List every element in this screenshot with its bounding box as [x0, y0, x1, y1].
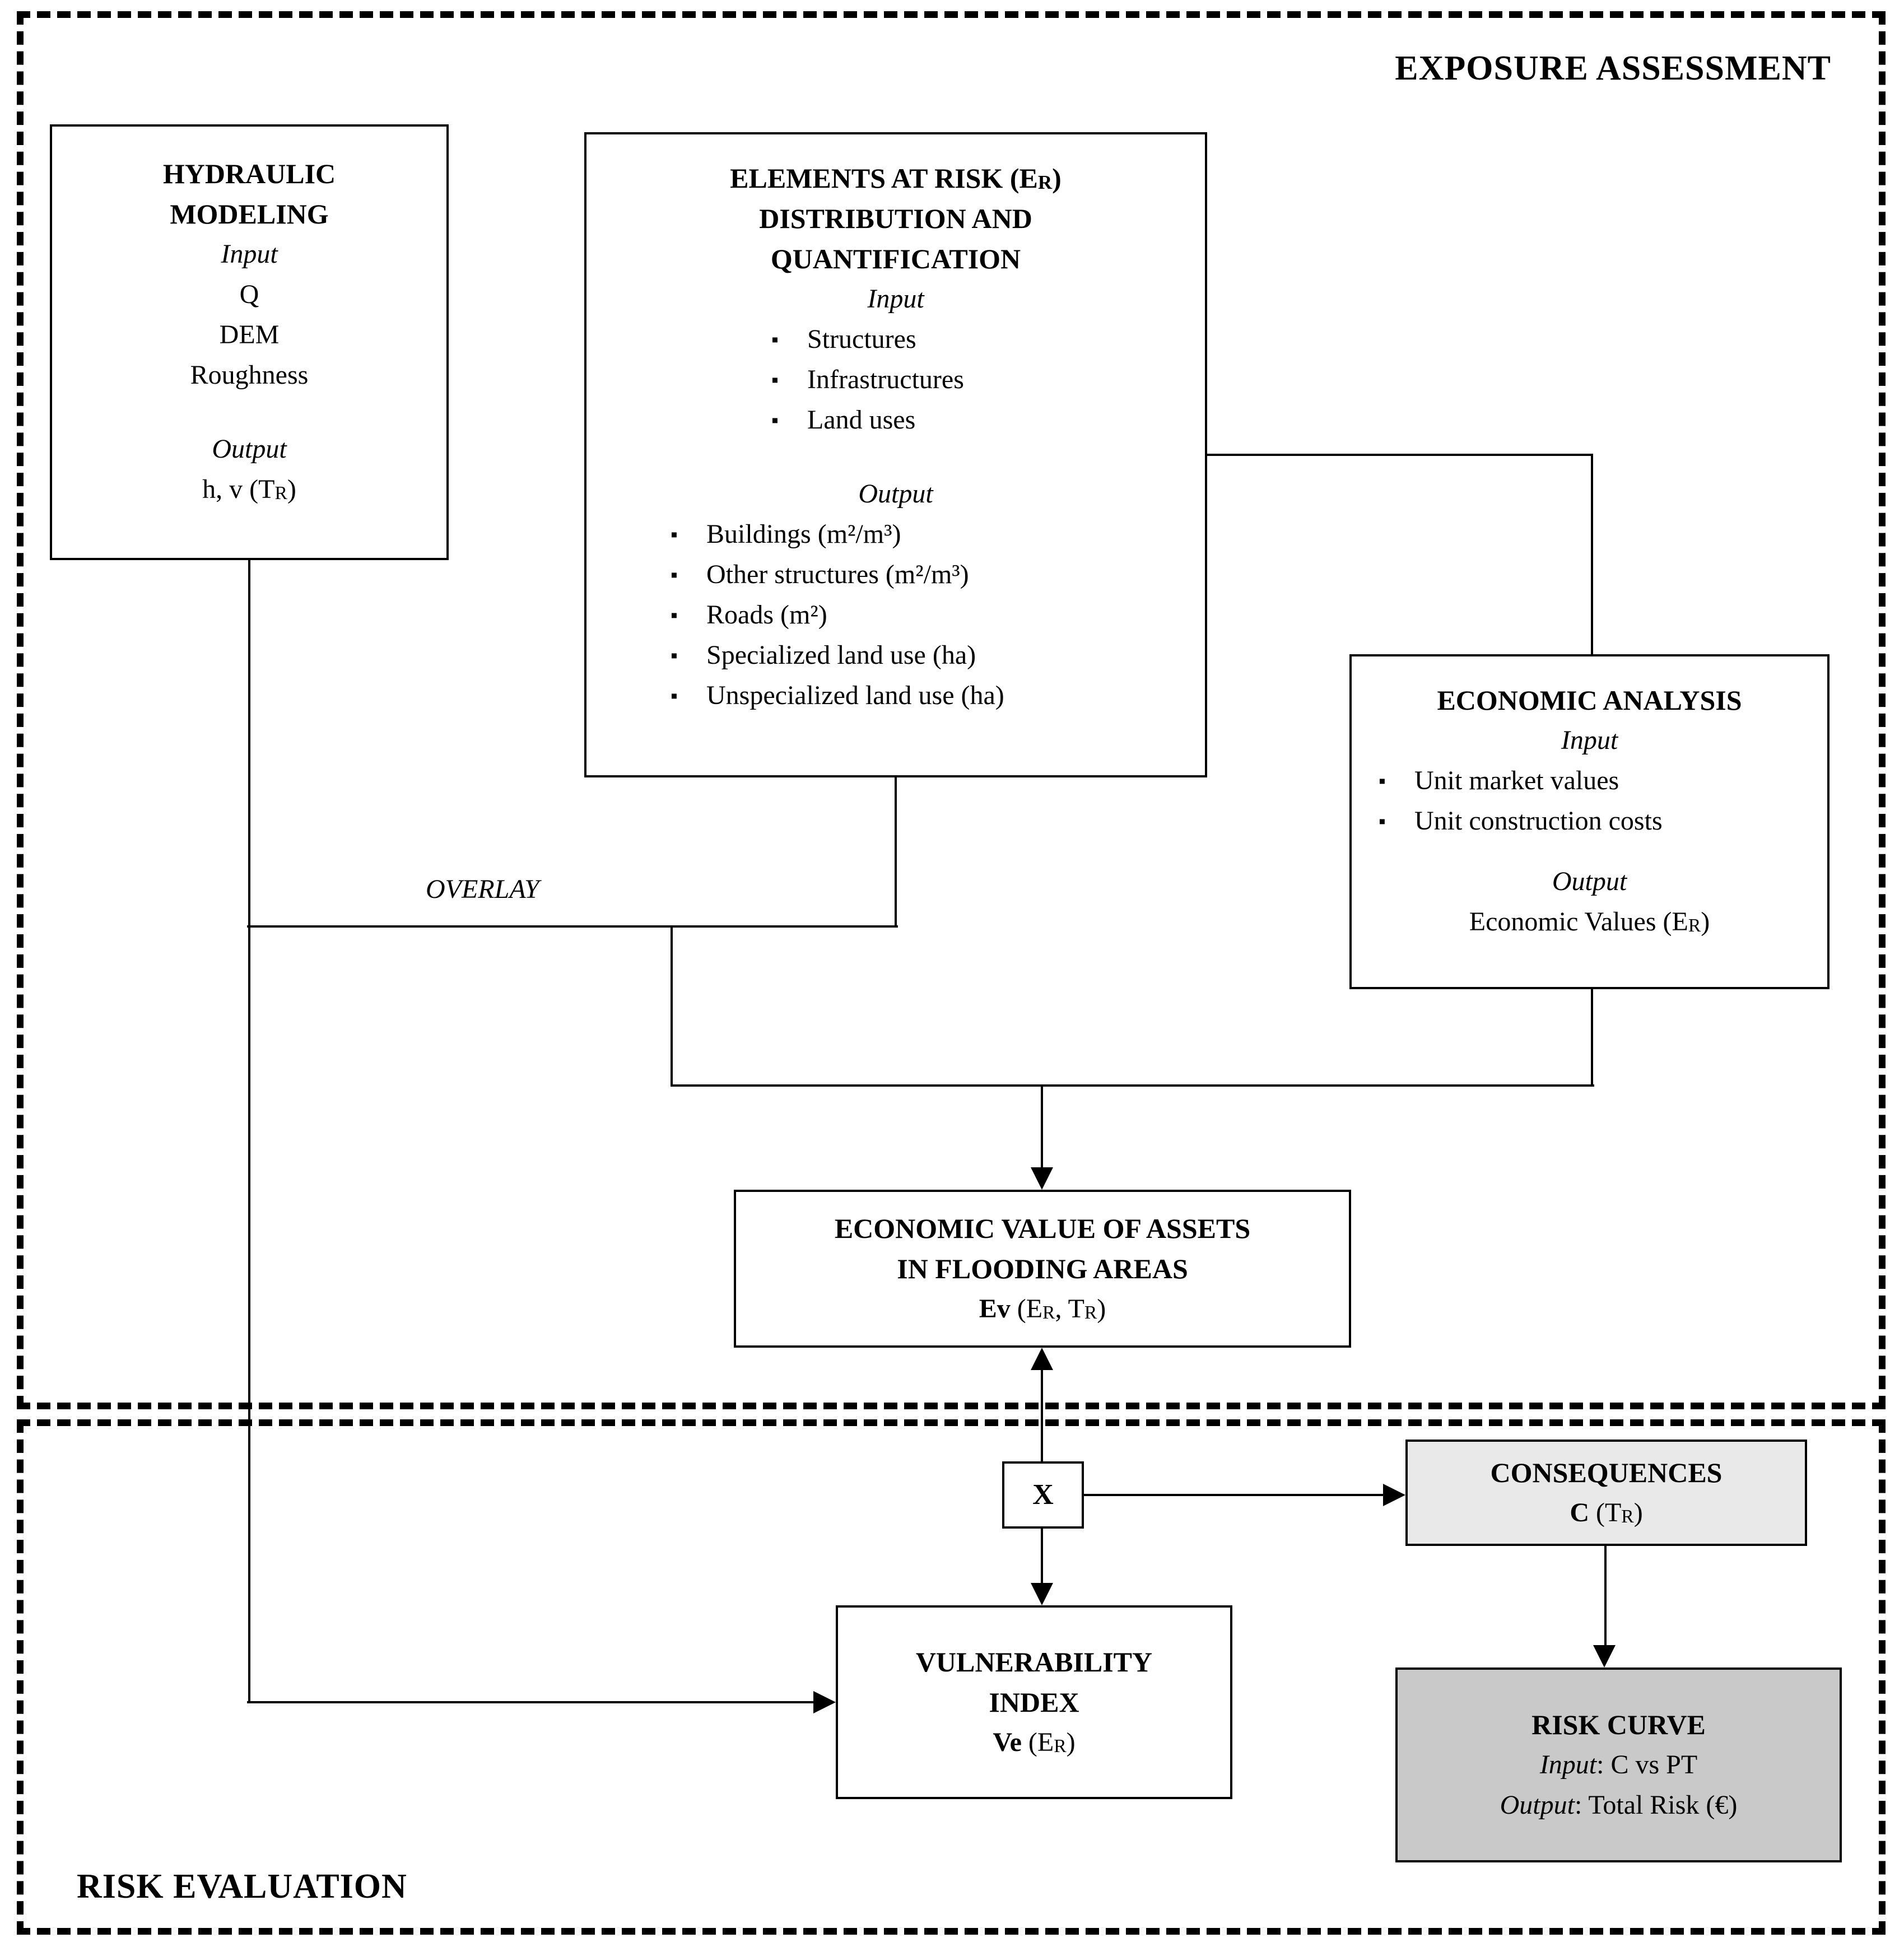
- list-item: [1379, 801, 1663, 841]
- box-title: QUANTIFICATION: [770, 243, 1021, 274]
- list-item-label: Other structures (m²/m³): [706, 560, 969, 589]
- output-label: Output: [212, 434, 287, 464]
- list-item: [671, 676, 1004, 716]
- ev-input-line: [1041, 1084, 1043, 1167]
- list-item: [671, 555, 1004, 595]
- economic-input-line: [1591, 454, 1593, 655]
- output-label: Output: [1552, 867, 1627, 896]
- risk-evaluation-label: RISK EVALUATION: [77, 1867, 407, 1906]
- ev-x-line: [1041, 1370, 1043, 1461]
- x-consequences-line: [1084, 1494, 1383, 1496]
- merge-line: [671, 1084, 1594, 1087]
- box-title: CONSEQUENCES: [1490, 1457, 1723, 1488]
- list-item: [771, 360, 964, 400]
- output-value: h, v $(T_R)$: [202, 474, 296, 504]
- exposure-assessment-label: EXPOSURE ASSESSMENT: [1395, 49, 1831, 87]
- overlay-line: [247, 925, 898, 928]
- multiplication-label: X: [1032, 1479, 1054, 1511]
- box-title: HYDRAULIC: [162, 158, 336, 189]
- input-list: [1379, 761, 1663, 841]
- output-label: Output: [858, 479, 933, 509]
- input-label: Input: [221, 239, 278, 269]
- box-title: IN FLOODING AREAS: [897, 1253, 1188, 1284]
- hydraulic-output-line: [248, 560, 250, 1703]
- list-item-label: Land uses: [807, 405, 916, 435]
- input-list: [771, 319, 964, 440]
- box-title: INDEX: [989, 1687, 1079, 1718]
- bullet-icon: ▪: [671, 523, 678, 546]
- x-vulnerability-line: [1041, 1529, 1043, 1583]
- bullet-icon: ▪: [771, 369, 779, 391]
- list-item: [671, 514, 1004, 555]
- economic-analysis-box: [1349, 654, 1829, 989]
- output-list: [671, 514, 1004, 716]
- bullet-icon: ▪: [1379, 810, 1386, 832]
- input-item: DEM: [219, 320, 280, 350]
- output-value: Economic Values $(E_R)$: [1469, 907, 1710, 937]
- arrowhead-into-vulnerability-left: [813, 1691, 836, 1713]
- box-title: ECONOMIC VALUE OF ASSETS: [834, 1213, 1251, 1244]
- bullet-icon: ▪: [671, 644, 678, 667]
- list-item-label: Structures: [807, 324, 916, 354]
- bullet-icon: ▪: [671, 684, 678, 707]
- arrowhead-into-consequences: [1383, 1484, 1405, 1506]
- risk-curve-box: [1395, 1667, 1842, 1862]
- consequences-box: [1405, 1440, 1807, 1546]
- elements-at-risk-box: [584, 132, 1207, 777]
- input-item: Roughness: [190, 360, 309, 390]
- box-title: MODELING: [170, 198, 329, 230]
- list-item: [1379, 761, 1663, 801]
- list-item: [771, 400, 964, 440]
- elements-economic-line: [1206, 454, 1593, 456]
- overlay-label: OVERLAY: [426, 874, 539, 904]
- multiplication-node: [1002, 1461, 1084, 1529]
- elements-output-line: [895, 777, 897, 928]
- input-label: Input: [1561, 725, 1618, 755]
- arrowhead-into-ev-bottom: [1031, 1348, 1053, 1370]
- bullet-icon: ▪: [671, 563, 678, 586]
- box-value: C $(T_R)$: [1570, 1498, 1643, 1527]
- arrowhead-into-ev-top: [1031, 1167, 1053, 1190]
- list-item-label: Infrastructures: [807, 365, 964, 394]
- bullet-icon: ▪: [771, 328, 779, 351]
- hydraulic-modeling-box: [50, 124, 449, 560]
- box-title: VULNERABILITY: [915, 1646, 1153, 1678]
- bullet-icon: ▪: [771, 409, 779, 431]
- list-item-label: Unspecialized land use (ha): [706, 681, 1004, 710]
- vulnerability-index-box: [836, 1605, 1232, 1799]
- box-input-line: Input: C vs PT: [1539, 1750, 1698, 1780]
- input-label: Input: [867, 284, 924, 314]
- economic-value-of-assets-box: [734, 1190, 1351, 1348]
- list-item-label: Unit market values: [1414, 766, 1619, 795]
- box-value: Ev ($E_R$, $T_R$): [979, 1294, 1106, 1324]
- list-item-label: Unit construction costs: [1414, 806, 1663, 836]
- hydraulic-vulnerability-line: [247, 1701, 813, 1703]
- box-value: Ve $(E_R)$: [993, 1727, 1076, 1757]
- bullet-icon: ▪: [671, 604, 678, 626]
- list-item-label: Specialized land use (ha): [706, 640, 976, 670]
- list-item: [671, 635, 1004, 676]
- list-item-label: Roads (m²): [706, 600, 827, 630]
- list-item: [771, 319, 964, 360]
- box-title: RISK CURVE: [1531, 1709, 1706, 1740]
- list-item: [671, 595, 1004, 635]
- bullet-icon: ▪: [1379, 770, 1386, 792]
- box-output-line: Output: Total Risk (€): [1500, 1790, 1738, 1820]
- box-title: DISTRIBUTION AND: [759, 203, 1032, 234]
- arrowhead-into-vulnerability-top: [1031, 1583, 1053, 1605]
- box-title: ELEMENTS AT RISK $(E_R)$: [730, 162, 1062, 194]
- input-item: Q: [239, 280, 259, 309]
- consequences-riskcurve-line: [1604, 1546, 1607, 1645]
- box-title: ECONOMIC ANALYSIS: [1437, 684, 1742, 716]
- list-item-label: Buildings (m²/m³): [706, 519, 901, 549]
- arrowhead-into-riskcurve: [1593, 1645, 1616, 1667]
- overlay-down-line: [671, 925, 673, 1087]
- economic-output-line: [1591, 989, 1593, 1087]
